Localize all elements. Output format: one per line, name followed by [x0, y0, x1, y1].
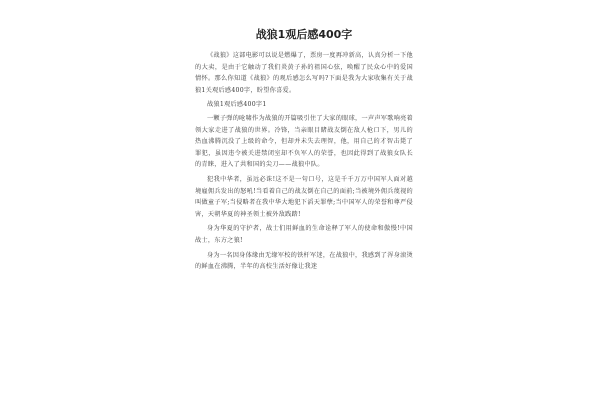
document-title: 战狼1观后感400字: [255, 28, 353, 41]
body-paragraph-3: 身为华夏的守护者，战士们用鲜血的生命诠释了军人的使命和傲慢!中国战士，东方之狼!: [195, 225, 413, 244]
section-heading: 战狼1观后感400字1: [207, 101, 267, 109]
document-body: [195, 28, 413, 276]
intro-paragraph: 《战狼》这部电影可以说是燃爆了，票房一度再冲新高，认真分析一下他的大卖，是由于它触动了我们炎黄子孙的祖国心弦，唤醒了民众心中的爱国情怀。那么你知道《战狼》的观后感怎么写吗?下面是我为大家收集有关于战狼1关观后感400字，盼望你喜爱。: [195, 52, 413, 94]
body-paragraph-1: 一颗子弹的呛啸作为战狼的开篇吸引住了大家的眼球，一声声军歌响亮着领大家走进了战狼的世界。冷锋，当亲眼目睹战友倒在敌人枪口下，男儿的热血沸腾沉没了上级的命令，但却并未失去理智，他，用自己的才智击毙了罪犯，虽因违令被关进禁闭室却不负军人的荣誉，也因此得到了战狼女队长的青睐，进入了共和国的尖刀——战狼中队。: [195, 114, 413, 169]
body-paragraph-2: 犯我中华者，虽远必诛!这不是一句口号，这是千千万万中国军人面对越境雇佣兵发出的怒吼!当看着自己的战友倒在自己的面前;当被境外佣兵蔑视的叫做童子军;当侵略者在我中华大地犯下滔天罪孽;当中国军人的荣誉和尊严侵害，天朝华夏的神圣领土被外敌践踏!: [195, 175, 413, 218]
body-paragraph-4: 身为一名因身体缘由无缘军校的铁杆军迷，在战狼中，我感到了浑身滚烫的鲜血在沸腾，半年的高校生活好像让我迷: [195, 251, 413, 271]
